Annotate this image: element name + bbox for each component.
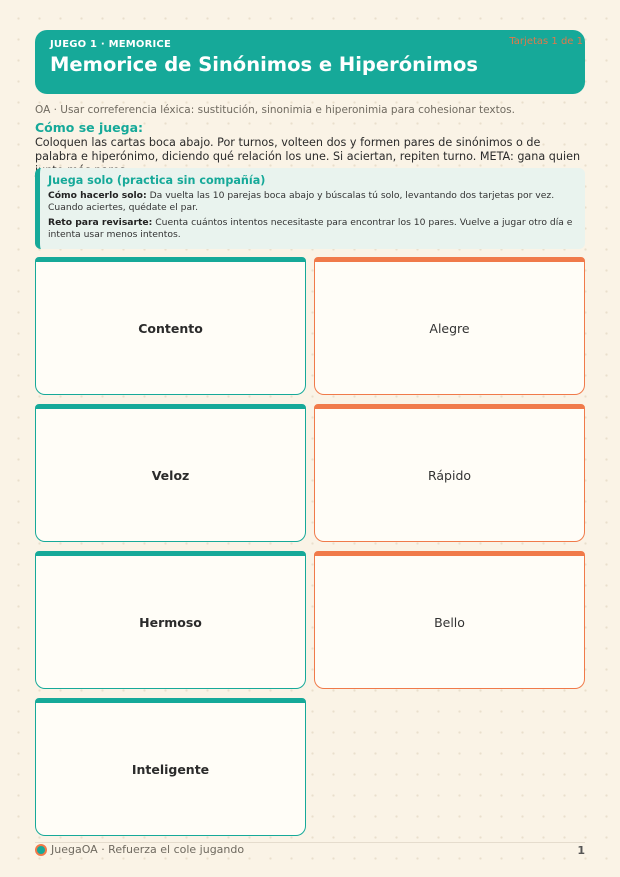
- solo-challenge-label: Reto para revisarte:: [48, 217, 153, 228]
- solo-how-label: Cómo hacerlo solo:: [48, 190, 147, 201]
- solo-how: [48, 190, 575, 214]
- page-title: Memorice de Sinónimos e Hiperónimos: [50, 53, 478, 76]
- solo-title: Juega solo (practica sin compañía): [48, 174, 266, 187]
- footer: [35, 843, 244, 856]
- memory-card[interactable]: Rápido: [314, 404, 585, 542]
- game-kicker: JUEGO 1 · MEMORICE: [50, 39, 172, 50]
- memory-card[interactable]: Contento: [35, 257, 306, 395]
- learning-objective: OA · Usar correferencia léxica: sustitución, sinonimia e hiperonimia para cohesionar textos.: [35, 104, 515, 116]
- sheet-tag: Tarjetas 1 de 1: [509, 36, 583, 47]
- brand-logo-icon: [35, 844, 47, 856]
- how-to-play-title: Cómo se juega:: [35, 120, 144, 135]
- memory-card[interactable]: Bello: [314, 551, 585, 689]
- footer-brand: JuegaOA · Refuerza el cole jugando: [51, 843, 245, 856]
- solo-how-text: Da vuelta las 10 parejas boca abajo y búscalas tú solo, levantando dos tarjetas por vez. Cuando aciertes, quédate el par.: [48, 190, 555, 213]
- solo-challenge-text: Cuenta cuántos intentos necesitaste para encontrar los 10 pares. Vuelve a jugar otro día e intenta usar menos intentos.: [48, 217, 573, 240]
- memory-card[interactable]: Hermoso: [35, 551, 306, 689]
- memory-card[interactable]: Veloz: [35, 404, 306, 542]
- memory-card[interactable]: Alegre: [314, 257, 585, 395]
- memory-card[interactable]: Inteligente: [35, 698, 306, 836]
- how-to-play-text: Coloquen las cartas boca abajo. Por turnos, volteen dos y formen pares de sinónimos o de palabra e hiperónimo, diciendo qué relación los une. Si aciertan, repiten turno. META: gana quien: [35, 136, 581, 163]
- solo-challenge: [48, 217, 575, 241]
- solo-play-box: [35, 168, 585, 249]
- page-number: 1: [577, 844, 585, 857]
- game-header: [35, 30, 585, 94]
